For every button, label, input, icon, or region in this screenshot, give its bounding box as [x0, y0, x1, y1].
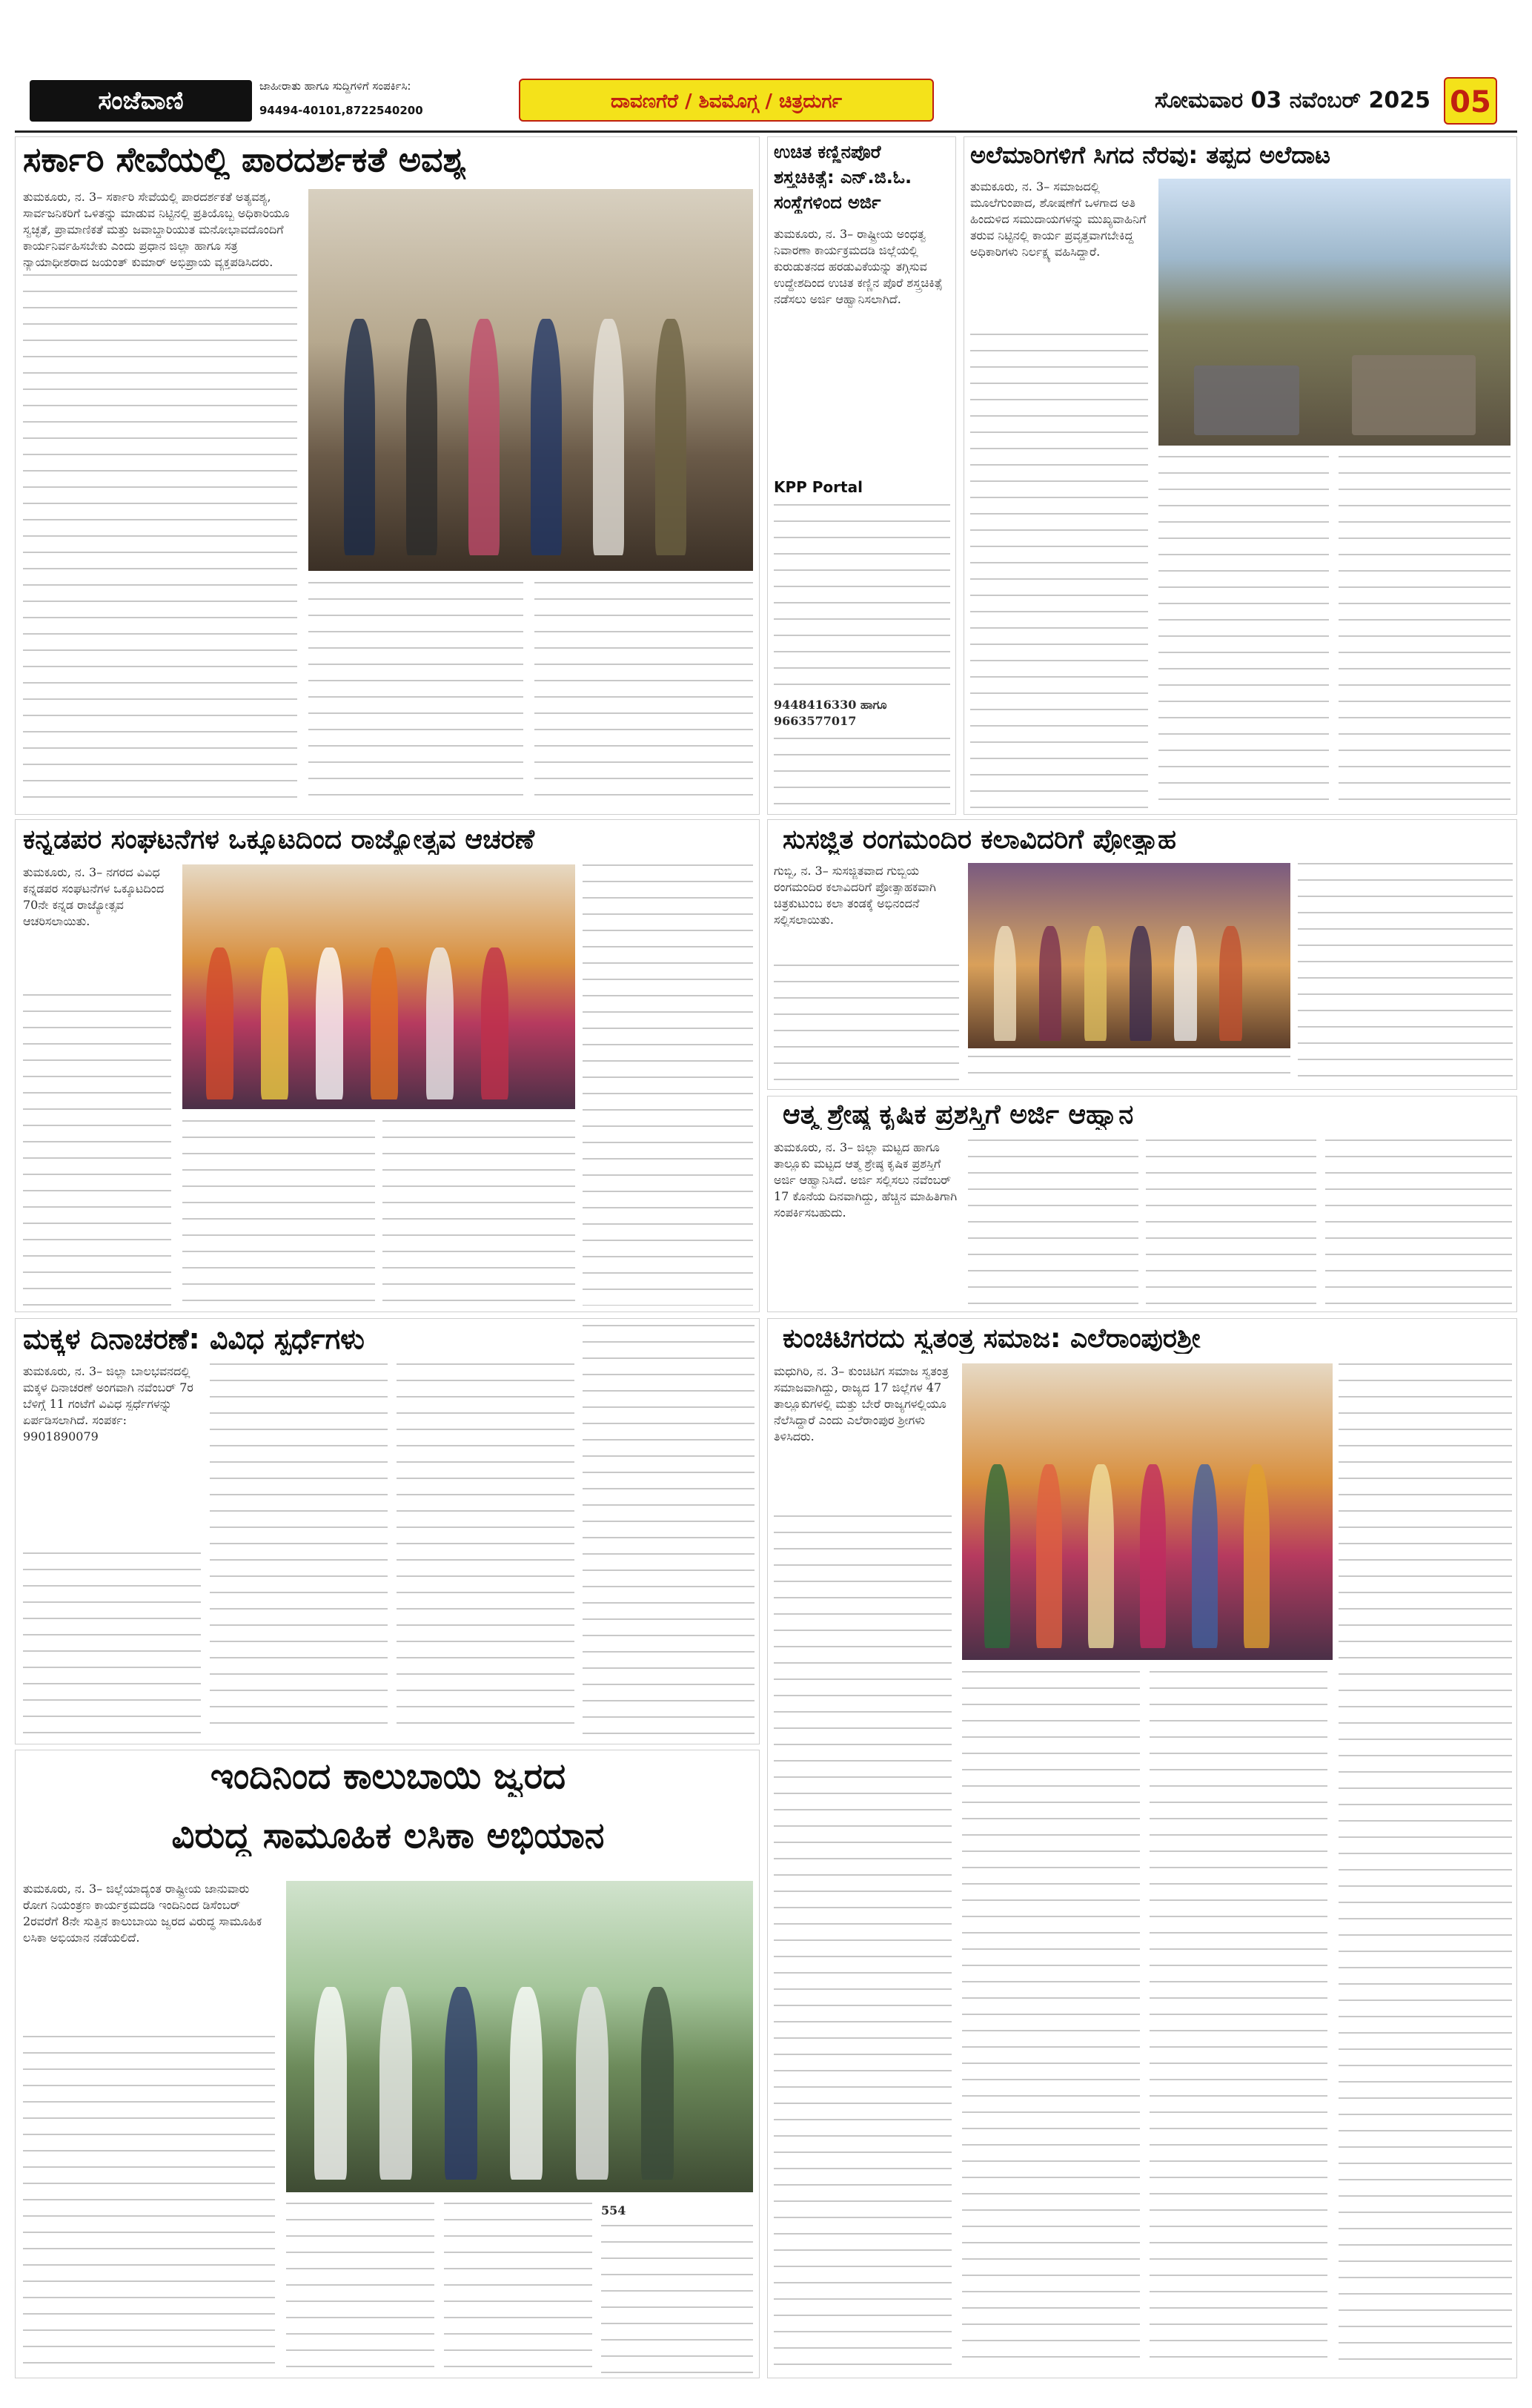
edition-regions: ದಾವಣಗೆರೆ / ಶಿವಮೊಗ್ಗ / ಚಿತ್ರದುರ್ಗ	[519, 79, 934, 122]
article-headline: ಅಲೆಮಾರಿಗಳಿಗೆ ಸಿಗದ ನೆರವು: ತಪ್ಪದ ಅಲೆದಾಟ	[970, 142, 1331, 169]
article-body-text-3	[1339, 456, 1511, 808]
article-headline-line-3: ಸಂಸ್ಥೆಗಳಿಂದ ಅರ್ಜಿ	[774, 192, 881, 213]
article-shelters	[964, 136, 1517, 815]
portal-name: KPP Portal	[774, 478, 863, 496]
article-lead: ತುಮಕೂರು, ನ. 3– ಸಮಾಜದಲ್ಲಿ ಮೂಲೆಗುಂಪಾದ, ಶೋಷಣೆಗೆ ಒಳಗಾದ ಅತಿ ಹಿಂದುಳಿದ ಸಮುದಾಯಗಳನ್ನು ಮುಖ್ಯವಾಹಿನಿಗೆ ತರುವ ನಿಟ್ಟಿನಲ್ಲಿ ಕಾರ್ಯ ಪ್ರವೃತ್ತವಾಗಬೇಕಿದ್ದ ಅಧಿಕಾರಿಗಳು ನಿರ್ಲಕ್ಷ್ಯ ವಹಿಸಿದ್ದಾರೆ.	[970, 179, 1147, 259]
article-kunchitiga	[767, 1318, 1517, 2378]
article-body-text-2	[1146, 1140, 1316, 1306]
article-photo	[962, 1363, 1333, 1660]
article-lead: ತುಮಕೂರು, ನ. 3– ನಗರದ ವಿವಿಧ ಕನ್ನಡಪರ ಸಂಘಟನೆಗಳ ಒಕ್ಕೂಟದಿಂದ 70ನೇ ಕನ್ನಡ ರಾಜ್ಯೋತ್ಸವ ಆಚರಿಸಲಾಯಿತು.	[23, 865, 165, 928]
article-photo	[308, 189, 753, 571]
article-rajyotsava	[15, 819, 760, 1312]
article-body-text-3	[1325, 1140, 1512, 1306]
article-photo	[286, 1881, 753, 2192]
masthead	[0, 74, 1532, 128]
vaccination-count: 554	[601, 2203, 626, 2217]
article-body-text-3	[1298, 863, 1513, 1085]
article-vaccination	[15, 1750, 760, 2378]
contact-phone: 94494-40101,8722540200	[259, 104, 423, 117]
article-headline: ಕನ್ನಡಪರ ಸಂಘಟನೆಗಳ ಒಕ್ಕೂಟದಿಂದ ರಾಜ್ಯೋತ್ಸವ ಆಚರಣೆ	[23, 824, 535, 855]
article-headline-line-1: ಉಚಿತ ಕಣ್ಣಿನಪೊರೆ	[774, 142, 881, 162]
article-body-text-2	[308, 582, 523, 808]
article-body-text-3	[182, 1120, 375, 1306]
article-body-text-2	[583, 864, 753, 1306]
article-lead: ತುಮಕೂರು, ನ. 3– ಜಿಲ್ಲೆಯಾದ್ಯಂತ ರಾಷ್ಟ್ರೀಯ ಜಾನುವಾರು ರೋಗ ನಿಯಂತ್ರಣ ಕಾರ್ಯಕ್ರಮದಡಿ ಇಂದಿನಿಂದ ಡಿಸೆಂಬರ್ 2ರವರೆಗೆ 8ನೇ ಸುತ್ತಿನ ಕಾಲುಬಾಯಿ ಜ್ವರದ ವಿರುದ್ಧ ಸಾಮೂಹಿಕ ಲಸಿಕಾ ಅಭಿಯಾನ ನಡೆಯಲಿದೆ.	[23, 1882, 262, 1945]
article-body-text	[970, 334, 1148, 808]
article-body-text	[23, 274, 297, 808]
article-body-text-4	[583, 1325, 755, 1738]
issue-date: ಸೋಮವಾರ 03 ನವೆಂಬರ್ 2025	[1154, 87, 1430, 113]
article-theatre	[767, 819, 1517, 1090]
masthead-rule	[15, 130, 1517, 133]
article-farmer-award	[767, 1096, 1517, 1312]
article-body-text-2	[1158, 456, 1329, 808]
article-body-text-3	[1150, 1671, 1327, 2372]
article-lead: ಮಧುಗಿರಿ, ನ. 3– ಕುಂಚಿಟಿಗ ಸಮಾಜ ಸ್ವತಂತ್ರ ಸಮಾಜವಾಗಿದ್ದು, ರಾಜ್ಯದ 17 ಜಿಲ್ಲೆಗಳ 47 ತಾಲ್ಲೂಕುಗಳಲ್ಲಿ ಮತ್ತು ಬೇರೆ ರಾಜ್ಯಗಳಲ್ಲಿಯೂ ನೆಲೆಸಿದ್ದಾರೆ ಎಂದು ಎಲೆರಾಂಪುರ ಶ್ರೀಗಳು ತಿಳಿಸಿದರು.	[774, 1364, 949, 1443]
article-transparency	[15, 136, 760, 815]
article-body-text	[774, 504, 950, 689]
article-headline-line-1: ಇಂದಿನಿಂದ ಕಾಲುಬಾಯಿ ಜ್ವರದ	[210, 1756, 566, 1797]
article-body-text	[774, 965, 959, 1083]
article-lead: ತುಮಕೂರು, ನ. 3– ರಾಷ್ಟ್ರೀಯ ಅಂಧತ್ವ ನಿವಾರಣಾ ಕಾರ್ಯಕ್ರಮದಡಿ ಜಿಲ್ಲೆಯಲ್ಲಿ ಕುರುಡುತನದ ಹರಡುವಿಕೆಯನ್ನು ತಗ್ಗಿಸುವ ಉದ್ದೇಶದಿಂದ ಉಚಿತ ಕಣ್ಣಿನ ಪೊರೆ ಶಸ್ತ್ರಚಿಕಿತ್ಸೆ ನಡೆಸಲು ಅರ್ಜಿ ಆಹ್ವಾನಿಸಲಾಗಿದೆ.	[774, 227, 943, 306]
article-cataract	[767, 136, 956, 815]
contact-numbers: 9448416330 ಹಾಗೂ 9663577017	[774, 698, 887, 728]
article-body-text-2	[962, 1671, 1140, 2372]
article-headline: ಸರ್ಕಾರಿ ಸೇವೆಯಲ್ಲಿ ಪಾರದರ್ಶಕತೆ ಅವಶ್ಯ	[23, 140, 467, 179]
article-photo	[182, 864, 575, 1109]
article-lead: ತುಮಕೂರು, ನ. 3– ಜಿಲ್ಲಾ ಬಾಲಭವನದಲ್ಲಿ ಮಕ್ಕಳ ದಿನಾಚರಣೆ ಅಂಗವಾಗಿ ನವೆಂಬರ್ 7ರ ಬೆಳಿಗ್ಗೆ 11 ಗಂಟೆಗೆ ವಿವಿಧ ಸ್ಪರ್ಧೆಗಳನ್ನು ಏರ್ಪಡಿಸಲಾಗಿದೆ. ಸಂಪರ್ಕ: 9901890079	[23, 1364, 193, 1443]
article-body-text	[23, 1552, 201, 1738]
article-body-text	[23, 994, 171, 1306]
article-lead: ತುಮಕೂರು, ನ. 3– ಜಿಲ್ಲಾ ಮಟ್ಟದ ಹಾಗೂ ತಾಲ್ಲೂಕು ಮಟ್ಟದ ಆತ್ಮ ಶ್ರೇಷ್ಠ ಕೃಷಿಕ ಪ್ರಶಸ್ತಿಗೆ ಅರ್ಜಿ ಆಹ್ವಾನಿಸಿದೆ. ಅರ್ಜಿ ಸಲ್ಲಿಸಲು ನವೆಂಬರ್ 17 ಕೊನೆಯ ದಿನವಾಗಿದ್ದು, ಹೆಚ್ಚಿನ ಮಾಹಿತಿಗಾಗಿ ಸಂಪರ್ಕಿಸಬಹುದು.	[774, 1140, 958, 1220]
article-body-text-4	[382, 1120, 575, 1306]
article-lead: ತುಮಕೂರು, ನ. 3– ಸರ್ಕಾರಿ ಸೇವೆಯಲ್ಲಿ ಪಾರದರ್ಶಕತೆ ಅತ್ಯವಶ್ಯ, ಸಾರ್ವಜನಿಕರಿಗೆ ಒಳಿತನ್ನು ಮಾಡುವ ನಿಟ್ಟಿನಲ್ಲಿ ಪ್ರತಿಯೊಬ್ಬ ಅಧಿಕಾರಿಯೂ ಸ್ವಚ್ಛತೆ, ಪ್ರಾಮಾಣಿಕತೆ ಮತ್ತು ಜವಾಬ್ದಾರಿಯುತ ಮನೋಭಾವದೊಂದಿಗೆ ಕಾರ್ಯನಿರ್ವಹಿಸಬೇಕು ಎಂದು ಪ್ರಧಾನ ಜಿಲ್ಲಾ ಹಾಗೂ ಸತ್ರ ನ್ಯಾಯಾಧೀಶರಾದ ಜಯಂತ್ ಕುಮಾರ್ ಅಭಿಪ್ರಾಯ ವ್ಯಕ್ತಪಡಿಸಿದರು.	[23, 190, 290, 269]
article-body-text-3	[534, 582, 753, 808]
article-body-text-3	[397, 1363, 574, 1738]
article-photo	[968, 863, 1290, 1048]
article-body-text-2	[286, 2203, 434, 2373]
article-headline: ಸುಸಜ್ಜಿತ ರಂಗಮಂದಿರ ಕಲಾವಿದರಿಗೆ ಪ್ರೋತ್ಸಾಹ	[783, 824, 1176, 855]
article-childrens-day	[15, 1318, 760, 1744]
article-body-text-2	[968, 1056, 1290, 1085]
article-body-text-2	[774, 738, 950, 808]
article-headline: ಮಕ್ಕಳ ದಿನಾಚರಣೆ: ವಿವಿಧ ಸ್ಪರ್ಧೆಗಳು	[23, 1323, 365, 1355]
article-body-text-4	[601, 2225, 753, 2373]
article-body-text	[968, 1140, 1138, 1306]
article-body-text	[23, 2036, 275, 2373]
article-headline-line-2: ಶಸ್ತ್ರಚಿಕಿತ್ಸೆ: ಎನ್.ಜಿ.ಓ.	[774, 167, 912, 188]
article-headline: ಆತ್ಮ ಶ್ರೇಷ್ಠ ಕೃಷಿಕ ಪ್ರಶಸ್ತಿಗೆ ಅರ್ಜಿ ಆಹ್ವಾನ	[783, 1099, 1134, 1130]
article-lead: ಗುಬ್ಬಿ, ನ. 3– ಸುಸಜ್ಜಿತವಾದ ಗುಬ್ಬಿಯ ರಂಗಮಂದಿರ ಕಲಾವಿದರಿಗೆ ಪ್ರೋತ್ಸಾಹಕವಾಗಿ ಚಿತ್ರಕುಟುಂಬ ಕಲಾ ತಂಡಕ್ಕೆ ಅಭಿನಂದನೆ ಸಲ್ಲಿಸಲಾಯಿತು.	[774, 864, 936, 927]
article-headline-line-2: ವಿರುದ್ಧ ಸಾಮೂಹಿಕ ಲಸಿಕಾ ಅಭಿಯಾನ	[171, 1816, 605, 1856]
article-body-text-4	[1339, 1363, 1512, 2372]
newspaper-logo: ಸಂಜೆವಾಣಿ	[30, 80, 252, 122]
article-headline: ಕುಂಚಿಟಿಗರದು ಸ್ವತಂತ್ರ ಸಮಾಜ: ಎಲೆರಾಂಪುರಶ್ರೀ	[783, 1323, 1201, 1354]
article-photo	[1158, 179, 1511, 446]
page-number: 05	[1444, 77, 1497, 125]
article-body-text-3	[444, 2203, 592, 2373]
article-body-text	[774, 1515, 952, 2372]
article-body-text-2	[210, 1363, 388, 1738]
contact-label: ಜಾಹೀರಾತು ಹಾಗೂ ಸುದ್ದಿಗಳಿಗೆ ಸಂಪರ್ಕಿಸಿ:	[259, 79, 411, 93]
